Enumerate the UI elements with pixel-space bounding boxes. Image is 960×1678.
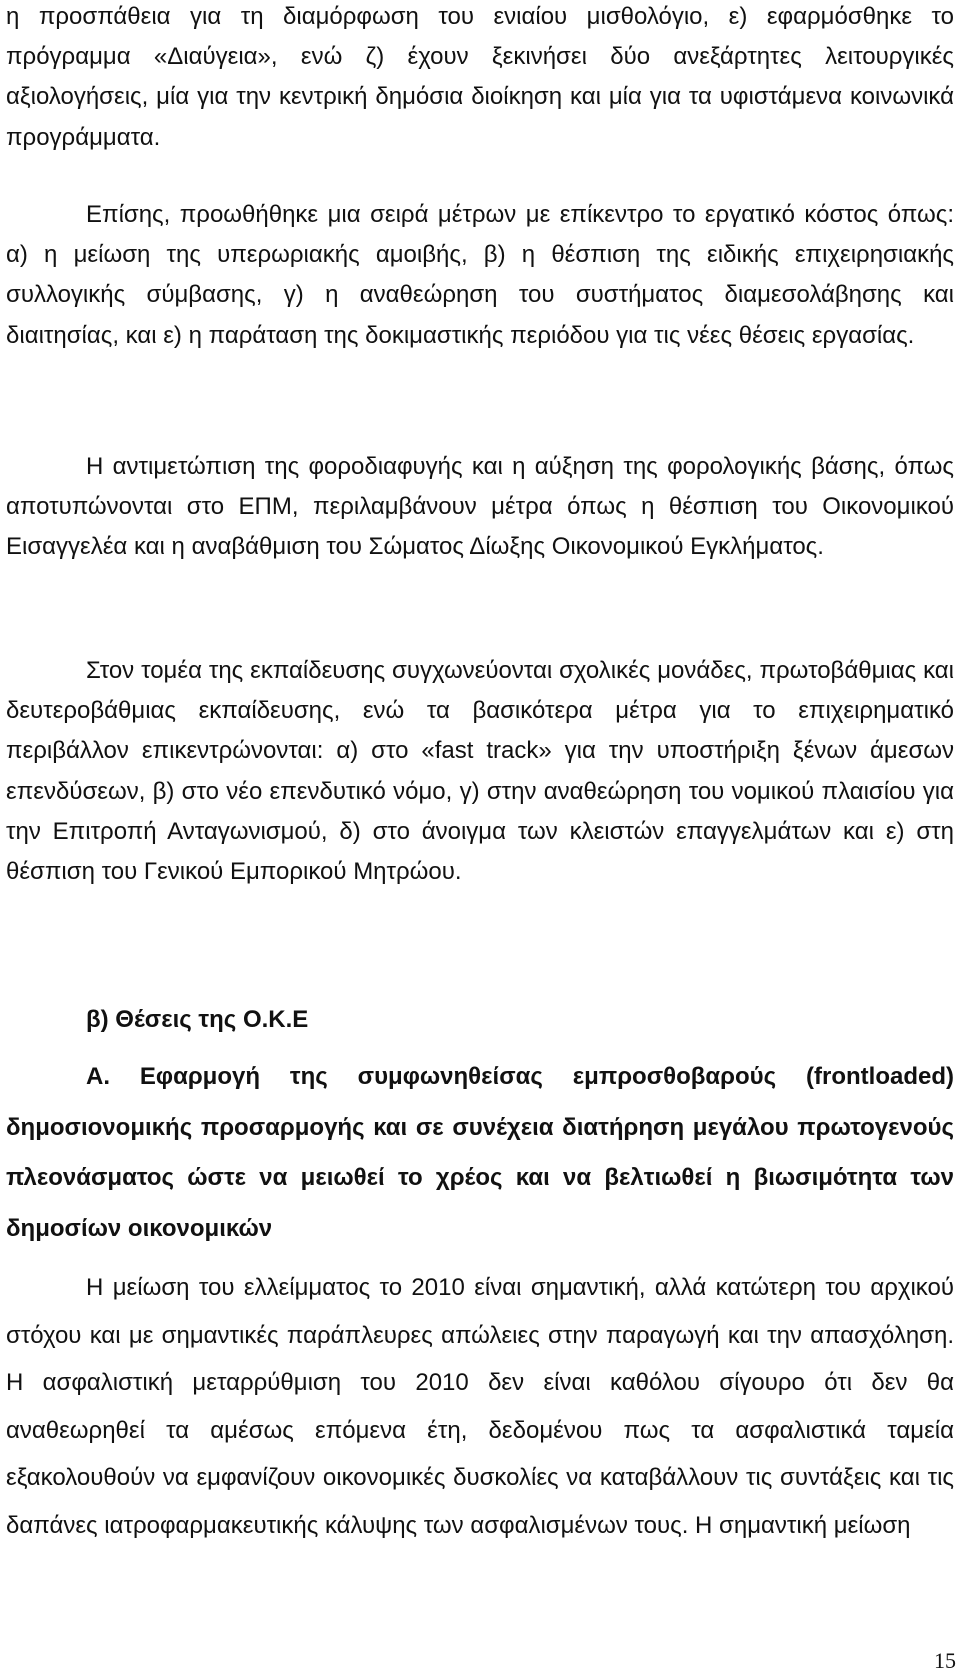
paragraph-deficit-reduction: Η μείωση του ελλείμματος το 2010 είναι σημαντική, αλλά κατώτερη του αρχικού στόχου και με σημαντικές παράπλευρες απώλειες στην παραγωγή και την απασχόληση. Η ασφαλιστική μεταρρύθμιση του 2010 δεν είναι καθόλου σίγουρο ότι δεν θα αναθεωρηθεί τα αμέσως επόμενα έτη, δεδομένου πως τα ασφαλιστικά ταμεία εξακολουθούν να εμφανίζουν οικονομικές δυσκολίες να καταβάλλουν τις συντάξεις και τις δαπάνες ιατροφαρμακευτικής κάλυψης των ασφαλισμένων τους. Η σημαντική μείωση: [6, 1274, 954, 1539]
section-heading-oke-positions: β) Θέσεις της Ο.Κ.Ε: [86, 1006, 309, 1033]
subsection-heading-fiscal-adjustment: Α. Εφαρμογή της συμφωνηθείσας εμπροσθοβαρούς (frontloaded) δημοσιονομικής προσαρμογής και σε συνέχεια διατήρηση μεγάλου πρωτογενούς πλεονάσματος ώστε να μειωθεί το χρέος και να βελτιωθεί η βιωσιμότητα των δημοσίων οικονομικών: [6, 1063, 954, 1242]
paragraph-labor-cost: Επίσης, προωθήθηκε μια σειρά μέτρων με επίκεντρο το εργατικό κόστος όπως: α) η μείωση της υπερωριακής αμοιβής, β) η θέσπιση της ειδικής επιχειρησιακής συλλογικής σύμβασης, γ) η αναθεώρηση του συστήματος διαμεσολάβησης και διαιτησίας, και ε) η παράταση της δοκιμαστικής περιόδου για τις νέες θέσεις εργασίας.: [6, 201, 954, 349]
paragraph-tax-evasion: Η αντιμετώπιση της φοροδιαφυγής και η αύξηση της φορολογικής βάσης, όπως αποτυπώνονται στο ΕΠΜ, περιλαμβάνουν μέτρα όπως η θέσπιση του Οικονομικού Εισαγγελέα και η αναβάθμιση του Σώματος Δίωξης Οικονομικού Εγκλήματος.: [6, 453, 954, 561]
page-number: 15: [934, 1648, 956, 1673]
paragraph-education: Στον τομέα της εκπαίδευσης συγχωνεύονται σχολικές μονάδες, πρωτοβάθμιας και δευτεροβάθμιας εκπαίδευσης, ενώ τα βασικότερα μέτρα για το επιχειρηματικό περιβάλλον επικεντρώνονται: α) στο «fast track» για την υποστήριξη ξένων άμεσων επενδύσεων, β) στο νέο επενδυτικό νόμο, γ) στην αναθεώρηση του νομικού πλαισίου για την Επιτροπή Ανταγωνισμού, δ) στο άνοιγμα των κλειστών επαγγελμάτων και ε) στη θέσπιση του Γενικού Εμπορικού Μητρώου.: [6, 657, 954, 886]
paragraph-continuation: η προσπάθεια για τη διαμόρφωση του ενιαίου μισθολόγιο, ε) εφαρμόσθηκε το πρόγραμμα «Διαύγεια», ενώ ζ) έχουν ξεκινήσει δύο ανεξάρτητες λειτουργικές αξιολογήσεις, μία για την κεντρική δημόσια διοίκηση και μία για τα υφιστάμενα κοινωνικά προγράμματα.: [6, 3, 954, 151]
